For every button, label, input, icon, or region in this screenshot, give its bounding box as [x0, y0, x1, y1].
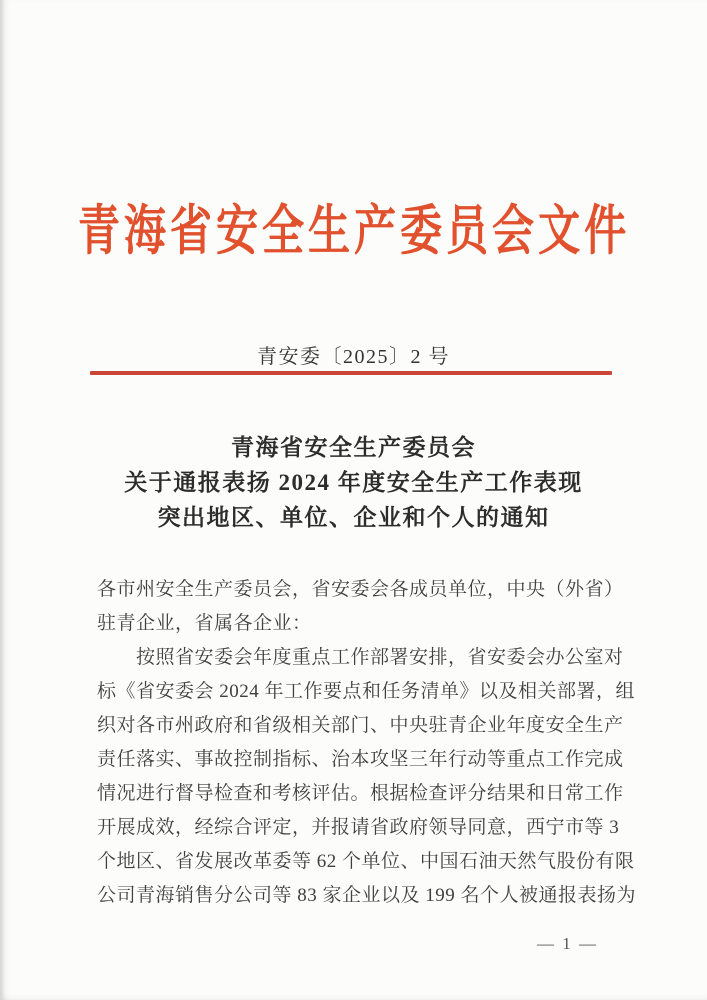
body-line-3: 按照省安委会年度重点工作部署安排，省安委会办公室对 [97, 647, 624, 668]
body-line-8: 开展成效，经综合评定，并报请省政府领导同意，西宁市等 3 [97, 817, 620, 838]
letterhead [0, 200, 707, 262]
notice-body [97, 573, 637, 913]
page-number: — 1 — [537, 934, 598, 953]
body-line-9: 个地区、省发展改革委等 62 个单位、中国石油天然气股份有限 [97, 851, 635, 872]
letterhead-title: 青海省安全生产委员会文件 [77, 201, 631, 261]
body-line-7: 情况进行督导检查和考核评估。根据检查评分结果和日常工作 [97, 783, 624, 804]
document-number: 青安委〔2025〕2 号 [257, 346, 450, 368]
body-line-10: 公司青海销售分公司等 83 家企业以及 199 名个人被通报表扬为 [97, 885, 637, 906]
body-line-1: 各市州安全生产委员会，省安委会各成员单位，中央（外省） [97, 579, 624, 600]
body-line-5: 织对各市州政府和省级相关部门、中央驻青企业年度安全生产 [97, 715, 624, 736]
body-line-2: 驻青企业，省属各企业： [97, 613, 312, 634]
notice-title-line-2: 关于通报表扬 2024 年度安全生产工作表现 [124, 470, 583, 495]
notice-title-line-1: 青海省安全生产委员会 [231, 435, 476, 460]
notice-title-line-3: 突出地区、单位、企业和个人的通知 [157, 505, 550, 530]
body-line-6: 责任落实、事故控制指标、治本攻坚三年行动等重点工作完成 [97, 749, 624, 770]
notice-title [40, 430, 667, 535]
red-separator-rule [90, 371, 612, 375]
body-line-4: 标《省安委会 2024 年工作要点和任务清单》以及相关部署，组 [97, 681, 636, 702]
